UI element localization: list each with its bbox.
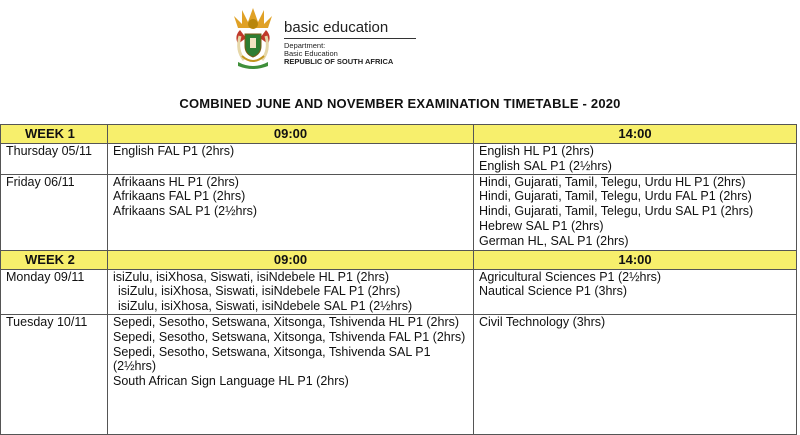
exam-entry: Afrikaans FAL P1 (2hrs)	[113, 189, 246, 204]
coat-of-arms-icon	[228, 6, 278, 72]
exam-entry: isiZulu, isiXhosa, Siswati, isiNdebele FAL P1 (2hrs)	[118, 284, 401, 299]
document-header	[228, 6, 528, 72]
week-header-row	[1, 250, 797, 269]
exam-entry: isiZulu, isiXhosa, Siswati, isiNdebele HL P1 (2hrs)	[113, 269, 390, 284]
brand-department-name: Basic Education	[284, 49, 338, 58]
exam-day: Friday 06/11	[1, 174, 108, 250]
exam-entry: Sepedi, Sesotho, Setswana, Xitsonga, Tshivenda FAL P1 (2hrs)	[113, 329, 466, 344]
brand-title: basic education	[284, 19, 389, 36]
afternoon-session-cell	[474, 144, 797, 175]
exam-day: Tuesday 10/11	[1, 314, 108, 434]
afternoon-session-cell	[474, 269, 797, 314]
exam-entry: Nautical Science P1 (3hrs)	[479, 284, 627, 299]
afternoon-session-cell	[474, 174, 797, 250]
exam-entry: Afrikaans HL P1 (2hrs)	[113, 174, 239, 189]
session-time-header: 14:00	[474, 250, 797, 269]
morning-session-cell	[108, 269, 474, 314]
morning-session-cell	[108, 174, 474, 250]
exam-entry: English SAL P1 (2½hrs)	[479, 158, 612, 173]
exam-entry: Agricultural Sciences P1 (2½hrs)	[479, 269, 662, 284]
brand-block	[284, 20, 416, 66]
exam-day: Monday 09/11	[1, 269, 108, 314]
exam-entry: English FAL P1 (2hrs)	[113, 144, 235, 158]
table-row	[1, 269, 797, 314]
exam-entry: Hindi, Gujarati, Tamil, Telegu, Urdu HL P1 (2hrs)	[479, 174, 746, 189]
exam-entry: Sepedi, Sesotho, Setswana, Xitsonga, Tshivenda SAL P1 (2½hrs)	[113, 344, 431, 374]
exam-entry: isiZulu, isiXhosa, Siswati, isiNdebele SAL P1 (2½hrs)	[118, 299, 413, 314]
exam-entry: Sepedi, Sesotho, Setswana, Xitsonga, Tshivenda HL P1 (2hrs)	[113, 314, 460, 329]
session-time-header: 14:00	[474, 125, 797, 144]
exam-entry: Hebrew SAL P1 (2hrs)	[479, 218, 604, 233]
week-label: WEEK 2	[1, 250, 108, 269]
brand-country: REPUBLIC OF SOUTH AFRICA	[284, 57, 394, 66]
exam-entry: English HL P1 (2hrs)	[479, 144, 594, 158]
table-row	[1, 144, 797, 175]
session-time-header: 09:00	[108, 125, 474, 144]
exam-entry: German HL, SAL P1 (2hrs)	[479, 233, 629, 248]
timetable	[0, 124, 797, 435]
exam-entry: Hindi, Gujarati, Tamil, Telegu, Urdu FAL P1 (2hrs)	[479, 189, 752, 204]
morning-session-cell	[108, 144, 474, 175]
exam-entry: Afrikaans SAL P1 (2½hrs)	[113, 204, 258, 219]
exam-entry: Hindi, Gujarati, Tamil, Telegu, Urdu SAL P1 (2hrs)	[479, 204, 754, 219]
exam-day: Thursday 05/11	[1, 144, 108, 175]
exam-entry: Civil Technology (3hrs)	[479, 314, 606, 329]
brand-divider	[284, 38, 416, 39]
week-label: WEEK 1	[1, 125, 108, 144]
afternoon-session-cell	[474, 314, 797, 434]
morning-session-cell	[108, 314, 474, 434]
week-header-row	[1, 125, 797, 144]
table-row	[1, 314, 797, 434]
exam-entry: South African Sign Language HL P1 (2hrs)	[113, 374, 349, 389]
table-row	[1, 174, 797, 250]
document-title: COMBINED JUNE AND NOVEMBER EXAMINATION TIMETABLE - 2020	[179, 96, 621, 111]
session-time-header: 09:00	[108, 250, 474, 269]
brand-department-label: Department:	[284, 41, 326, 50]
